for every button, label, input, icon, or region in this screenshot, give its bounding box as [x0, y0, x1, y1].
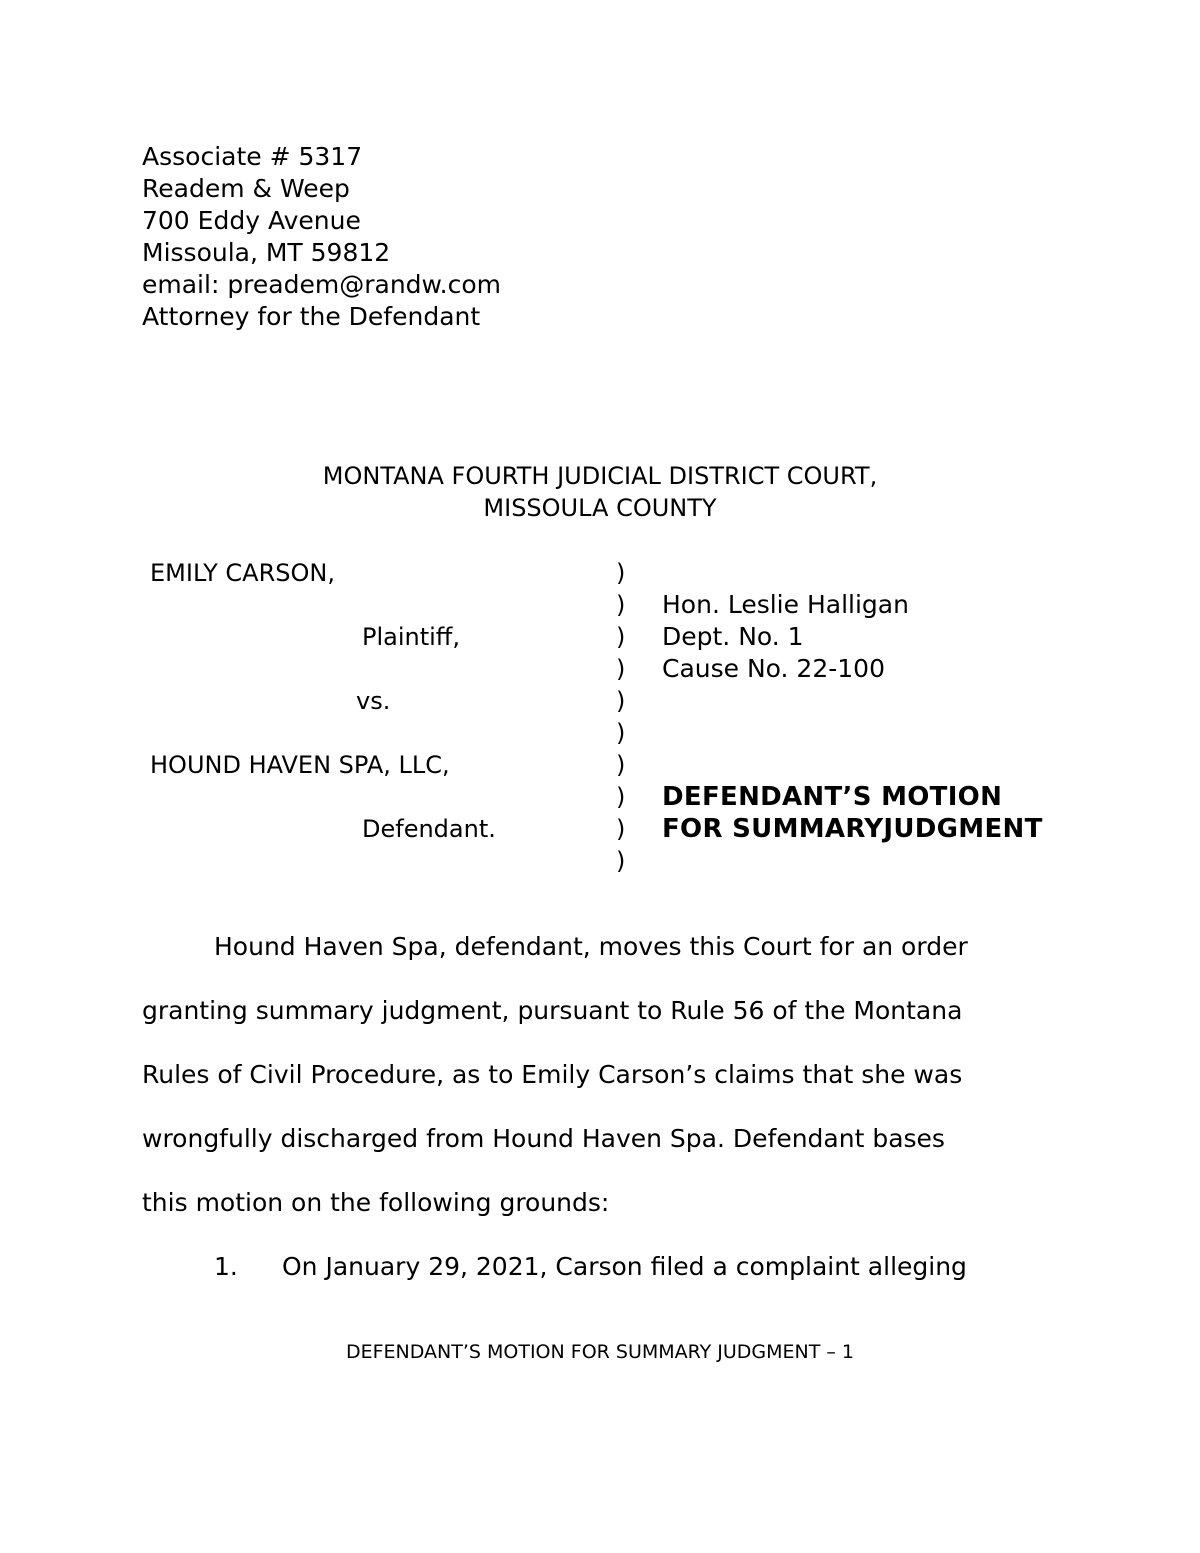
caption-paren: ): [616, 815, 626, 843]
body-line: Rules of Civil Procedure, as to Emily Carson’s claims that she was: [142, 1060, 963, 1089]
street-address: 700 Eddy Avenue: [142, 206, 361, 235]
body-line: this motion on the following grounds:: [142, 1188, 610, 1217]
defendant-name: HOUND HAVEN SPA, LLC,: [150, 751, 450, 779]
body-line: wrongfully discharged from Hound Haven Spa. Defendant bases: [142, 1124, 945, 1153]
body-line: Hound Haven Spa, defendant, moves this Court for an order: [214, 932, 968, 961]
caption-paren: ): [616, 751, 626, 779]
page-footer: DEFENDANT’S MOTION FOR SUMMARY JUDGMENT – 1: [345, 1341, 855, 1363]
versus-label: vs.: [356, 687, 391, 715]
body-line: granting summary judgment, pursuant to Rule 56 of the Montana: [142, 996, 963, 1025]
caption-paren: ): [616, 783, 626, 811]
caption-paren: ): [616, 623, 626, 651]
motion-title-line1: DEFENDANT’S MOTION: [662, 782, 1003, 812]
list-item-number: 1.: [214, 1252, 238, 1281]
caption-paren: ): [616, 559, 626, 587]
firm-name: Readem & Weep: [142, 174, 350, 203]
court-county: MISSOULA COUNTY: [483, 494, 717, 522]
cause-number: Cause No. 22-100: [662, 654, 885, 683]
attorney-block: [142, 141, 501, 333]
caption-paren: ): [616, 719, 626, 747]
associate-number: Associate # 5317: [142, 142, 363, 171]
list-item-text: On January 29, 2021, Carson filed a complaint alleging: [282, 1252, 967, 1281]
plaintiff-name: EMILY CARSON,: [150, 559, 335, 587]
plaintiff-label: Plaintiff,: [362, 623, 460, 651]
caption-paren: ): [616, 687, 626, 715]
court-heading: [0, 460, 1200, 524]
department-number: Dept. No. 1: [662, 622, 804, 651]
caption-paren: ): [616, 655, 626, 683]
caption-paren: ): [616, 591, 626, 619]
motion-title-line2: FOR SUMMARYJUDGMENT: [662, 814, 1043, 844]
judge-name: Hon. Leslie Halligan: [662, 590, 909, 619]
attorney-role: Attorney for the Defendant: [142, 302, 481, 331]
defendant-label: Defendant.: [362, 815, 496, 843]
city-address: Missoula, MT 59812: [142, 238, 391, 267]
caption-paren: ): [616, 847, 626, 875]
email-line: email: preadem@randw.com: [142, 270, 502, 299]
court-name: MONTANA FOURTH JUDICIAL DISTRICT COURT,: [322, 462, 878, 490]
